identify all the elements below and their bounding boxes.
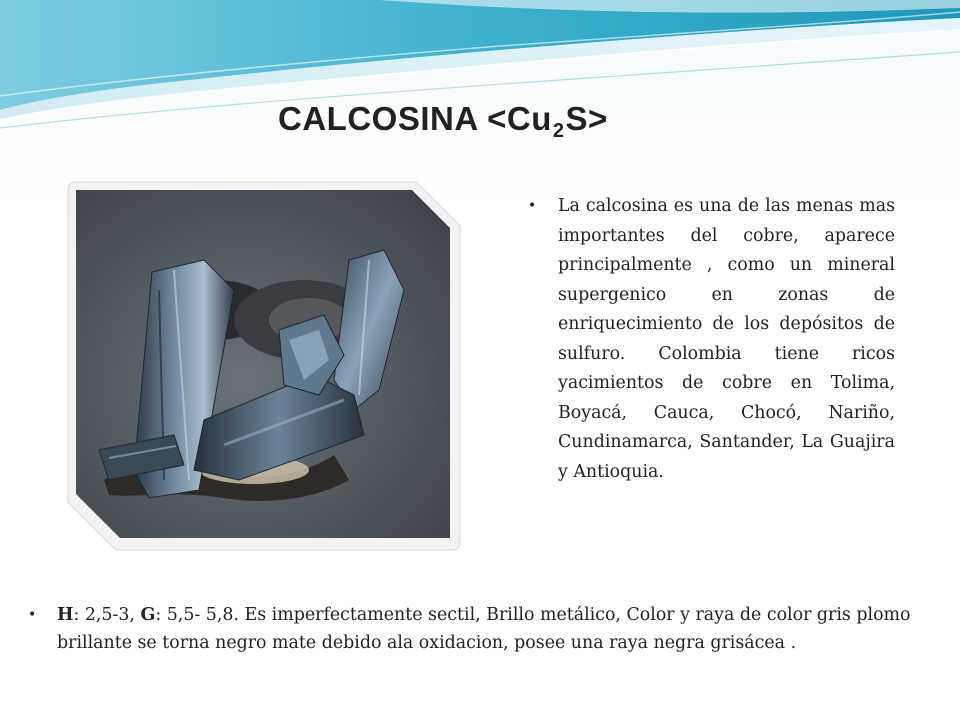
specific-gravity-label: G	[140, 605, 156, 625]
slide-title: CALCOSINA $<Cu_2S>$	[278, 100, 608, 142]
bullet-marker: •	[528, 198, 537, 214]
chalcocite-mineral-image	[64, 180, 462, 552]
hardness-value: : 2,5-3,	[73, 605, 141, 625]
properties-bullet	[28, 601, 933, 657]
hardness-label: H	[57, 605, 74, 625]
description-bullet	[528, 192, 895, 487]
description-text: La calcosina es una de las menas mas importantes del cobre, aparece principalmente , como un mineral supergenico en zonas de enriquecimiento de los depósitos de sulfuro. Colombia tiene ricos yacimientos de cobre en Tolima, Boyacá, Cauca, Chocó, Nariño, Cundinamarca, Santander, La Guajira y Antioquia.	[558, 196, 895, 482]
bullet-marker: •	[28, 607, 37, 623]
properties-description: : 5,5- 5,8. Es imperfectamente sectil, Brillo metálico, Color y raya de color gris plomo brillante se torna negro mate debido ala oxidacion, posee una raya negra grisácea .	[57, 605, 911, 653]
properties-text	[28, 601, 933, 657]
mineral-photo-frame	[64, 180, 462, 552]
title-subscript: 2	[552, 120, 565, 142]
